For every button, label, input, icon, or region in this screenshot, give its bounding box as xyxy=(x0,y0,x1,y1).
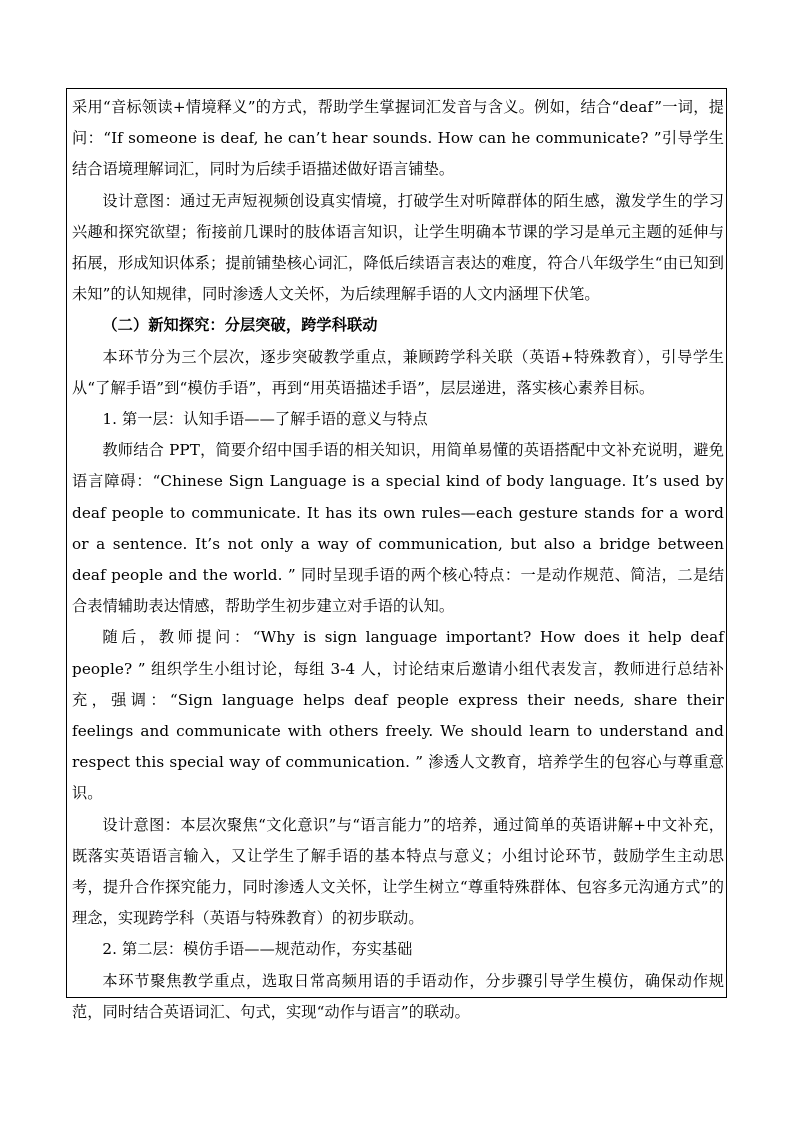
subheading-layer-1: 1. 第一层：认知手语——了解手语的意义与特点 xyxy=(102,410,428,429)
lesson-plan-text xyxy=(72,92,724,1028)
paragraph-design-intent-1: 设计意图：通过无声短视频创设真实情境，打破学生对听障群体的陌生感，激发学生的学习兴趣和探究欲望；衔接前几课时的肢体语言知识，让学生明确本节课的学习是单元主题的延伸与拓展，形成知识体系；提前铺垫核心词汇，降低后续语言表达的难度，符合八年级学生“由已知到未知”的认知规律，同时渗透人文关怀，为后续理解手语的人文内涵埋下伏笔。 xyxy=(72,191,724,304)
paragraph-imitation: 本环节聚焦教学重点，选取日常高频用语的手语动作，分步骤引导学生模仿，确保动作规范，同时结合英语词汇、句式，实现“动作与语言”的联动。 xyxy=(72,971,724,1021)
section-heading-new-knowledge: （二）新知探究：分层突破，跨学科联动 xyxy=(102,316,378,335)
paragraph-sign-language-intro: 教师结合 PPT，简要介绍中国手语的相关知识，用简单易懂的英语搭配中文补充说明，避免语言障碍：“Chinese Sign Language is a special kind of body language. It’s used by deaf people to communicate. It has its own rules—each gesture stands for a word or a sentence. It’s not only a way of communication, but also a bridge between deaf people and the world. ” 同时呈现手语的两个核心特点：一是动作规范、简洁，二是结合表情辅助表达情感，帮助学生初步建立对手语的认知。 xyxy=(72,441,724,616)
paragraph-design-intent-2: 设计意图：本层次聚焦“文化意识”与“语言能力”的培养，通过简单的英语讲解+中文补充，既落实英语语言输入，又让学生了解手语的基本特点与意义；小组讨论环节，鼓励学生主动思考，提升合作探究能力，同时渗透人文关怀，让学生树立“尊重特殊群体、包容多元沟通方式”的理念，实现跨学科（英语与特殊教育）的初步联动。 xyxy=(72,815,724,928)
subheading-layer-2: 2. 第二层：模仿手语——规范动作，夯实基础 xyxy=(102,940,413,959)
paragraph-vocabulary: 采用“音标领读+情境释义”的方式，帮助学生掌握词汇发音与含义。例如，结合“deaf”一词，提问：“If someone is deaf, he can’t hear sounds. How can he communicate? ”引导学生结合语境理解词汇，同时为后续手语描述做好语言铺垫。 xyxy=(72,98,724,179)
paragraph-discussion: 随后，教师提问：“Why is sign language important? How does it help deaf people? ” 组织学生小组讨论，每组 3-4 人，讨论结束后邀请小组代表发言，教师进行总结补充，强调：“Sign language helps deaf people express their needs, share their feelings and communicate with others freely. We should learn to understand and respect this special way of communication. ” 渗透人文教育，培养学生的包容心与尊重意识。 xyxy=(72,628,724,803)
paragraph-overview: 本环节分为三个层次，逐步突破教学重点，兼顾跨学科关联（英语+特殊教育），引导学生从“了解手语”到“模仿手语”，再到“用英语描述手语”，层层递进，落实核心素养目标。 xyxy=(72,347,724,397)
